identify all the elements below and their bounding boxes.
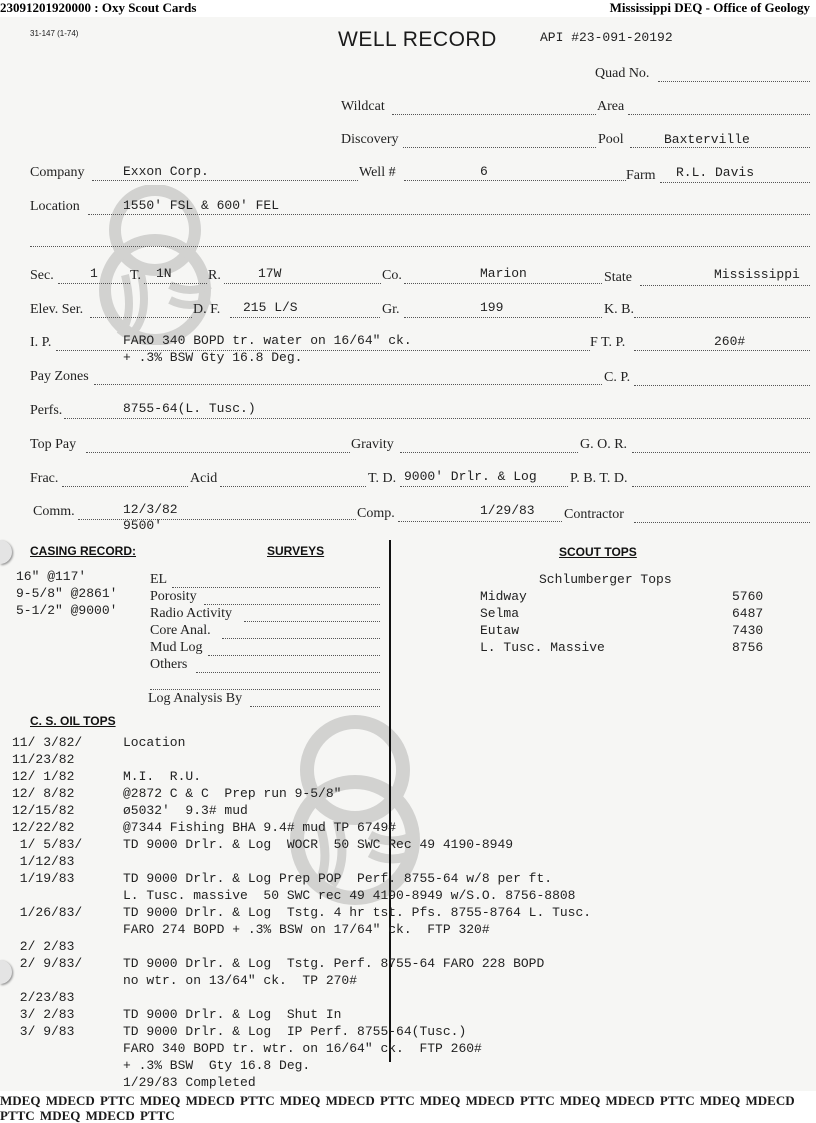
log-text: M.I. R.U. [123,769,202,784]
log-date: 11/ 3/82/ [12,735,83,750]
value-location: 1550' FSL & 600' FEL [123,198,280,213]
label-state: State [604,270,632,285]
log-date: 12/22/82 [12,820,75,835]
label-pool: Pool [598,132,624,147]
footer-banner: MDEQ MDECD PTTC MDEQ MDECD PTTC MDEQ MDECD PTTC MDEQ MDECD PTTC MDEQ MDECD PTTC MDEQ MDECD PTTC MDEQ MDECD PTTC [0,1093,795,1123]
label-company: Company [30,165,85,180]
label-location: Location [30,199,80,214]
log-date: 11/23/82 [12,752,75,767]
label-quad: Quad No. [595,66,650,81]
log-date: 2/23/83 [12,990,75,1005]
log-date: 2/ 2/83 [12,939,75,954]
scout-top-formation: L. Tusc. Massive [480,640,605,655]
label-well: Well # [359,165,396,180]
label-acid: Acid [190,471,218,486]
document-id-header: 23091201920000 : Oxy Scout Cards [0,0,197,15]
label-farm: Farm [626,168,656,183]
log-entry [12,989,591,1006]
log-text: FARO 274 BOPD + .3% BSW on 17/64" ck. FTP 320# [123,922,490,937]
value-pool: Baxterville [664,132,750,147]
log-entry [12,904,591,921]
log-entry [12,734,591,751]
log-date: 2/ 9/83/ [12,956,83,971]
survey-core-anal: Core Anal. [150,623,211,638]
value-comp: 1/29/83 [480,503,535,518]
log-entry [12,1040,591,1057]
log-text: @2872 C & C Prep run 9-5/8" [123,786,342,801]
log-text: L. Tusc. massive 50 SWC rec 49 4190-8949 w/S.O. 8756-8808 [123,888,576,903]
survey-porosity: Porosity [150,589,197,604]
log-text: TD 9000 Drlr. & Log IP Perf. 8755-64(Tusc.) [123,1024,467,1039]
log-entry [12,955,591,972]
log-date: 12/ 1/82 [12,769,75,784]
scout-top-formation: Eutaw [480,623,520,638]
log-text: Location [123,735,186,750]
log-date: 1/12/83 [12,854,75,869]
value-r: 17W [258,266,282,281]
label-gor: G. O. R. [580,437,628,452]
value-gr: 199 [480,300,504,315]
label-df: D. F. [193,302,221,317]
survey-el: EL [150,572,168,587]
scout-top-depth: 5760 [732,589,764,604]
agency-header: Mississippi DEQ - Office of Geology [609,0,810,15]
label-frac: Frac. [30,471,59,486]
scout-tops-heading: SCOUT TOPS [559,545,637,559]
log-entry [12,938,591,955]
log-text: TD 9000 Drlr. & Log Tstg. 4 hr tst. Pfs. 8755-8764 L. Tusc. [123,905,592,920]
label-td: T. D. [368,471,397,486]
log-entry [12,836,591,853]
log-date: 12/15/82 [12,803,75,818]
oil-tops-log [12,734,591,1091]
log-entry [12,870,591,887]
log-entry [12,1023,591,1040]
survey-mud-log: Mud Log [150,640,203,655]
survey-others: Others [150,657,188,672]
value-sec: 1 [90,266,98,281]
log-text: TD 9000 Drlr. & Log Prep POP Perf. 8755-64 w/8 per ft. [123,871,553,886]
value-comm: 12/3/82 [123,502,178,517]
log-entry [12,887,591,904]
value-state: Mississippi [714,267,800,282]
label-gr: Gr. [382,302,400,317]
log-entry [12,972,591,989]
form-number: 31-147 (1-74) [30,29,79,38]
label-pay-zones: Pay Zones [30,369,89,384]
survey-radio-activity: Radio Activity [150,606,233,621]
label-area: Area [597,99,625,114]
value-co: Marion [480,266,527,281]
log-text: no wtr. on 13/64" ck. TP 270# [123,973,358,988]
label-top-pay: Top Pay [30,437,77,452]
value-td: 9000' Drlr. & Log [404,469,537,484]
log-entry [12,751,591,768]
casing-item: 16" @117' [16,569,87,584]
label-pbtd: P. B. T. D. [570,471,628,486]
label-wildcat: Wildcat [341,99,385,114]
casing-item: 5-1/2" @9000' [16,603,118,618]
scout-top-depth: 8756 [732,640,764,655]
log-date: 3/ 9/83 [12,1024,75,1039]
scout-top-formation: Selma [480,606,520,621]
log-entry [12,802,591,819]
log-text: TD 9000 Drlr. & Log WOCR 50 SWC Rec 49 4190-8949 [123,837,514,852]
log-entry [12,853,591,870]
value-ip: FARO 340 BOPD tr. water on 16/64" ck. [123,333,412,348]
scout-top-depth: 7430 [732,623,764,638]
log-entry [12,1057,591,1074]
label-gravity: Gravity [351,437,394,452]
log-analysis-by-label: Log Analysis By [148,691,243,706]
page-title: WELL RECORD [338,28,497,51]
log-entry [12,785,591,802]
log-text: 1/29/83 Completed [123,1075,256,1090]
value-well: 6 [480,164,488,179]
log-text: TD 9000 Drlr. & Log Tstg. Perf. 8755-64 FARO 228 BOPD [123,956,545,971]
label-cp: C. P. [604,370,631,385]
value-ftp: 260# [714,334,746,349]
log-text: @7344 Fishing BHA 9.4# mud TP 6749# [123,820,397,835]
label-co: Co. [382,268,402,283]
label-sec: Sec. [30,268,54,283]
scout-tops-subtitle: Schlumberger Tops [539,572,672,587]
log-entry [12,819,591,836]
label-kb: K. B. [604,302,634,317]
value-t: 1N [156,266,172,281]
log-date: 3/ 2/83 [12,1007,75,1022]
value-farm: R.L. Davis [676,165,755,180]
log-entry [12,921,591,938]
label-comm: Comm. [33,504,75,519]
scout-top-depth: 6487 [732,606,764,621]
log-entry [12,768,591,785]
label-perfs: Perfs. [30,403,63,418]
casing-item: 9-5/8" @2861' [16,586,118,601]
label-t: T. [130,268,142,283]
value-perfs: 8755-64(L. Tusc.) [123,401,256,416]
log-text: ø5032' 9.3# mud [123,803,248,818]
log-entry [12,1074,591,1091]
log-date: 1/ 5/83/ [12,837,83,852]
value-company: Exxon Corp. [123,164,209,179]
log-date: 12/ 8/82 [12,786,75,801]
log-text: FARO 340 BOPD tr. wtr. on 16/64" ck. FTP 260# [123,1041,482,1056]
log-text: TD 9000 Drlr. & Log Shut In [123,1007,342,1022]
value-ip-line2: + .3% BSW Gty 16.8 Deg. [123,350,303,365]
label-discovery: Discovery [341,132,399,147]
cs-oil-tops-heading: C. S. OIL TOPS [30,714,116,728]
surveys-heading: SURVEYS [267,544,325,558]
label-comp: Comp. [357,506,395,521]
label-elev: Elev. Ser. [30,302,84,317]
scout-top-formation: Midway [480,589,527,604]
value-df: 215 L/S [243,300,298,315]
label-r: R. [208,268,221,283]
label-contractor: Contractor [564,507,624,522]
label-ftp: F T. P. [590,335,626,350]
log-text: + .3% BSW Gty 16.8 Deg. [123,1058,311,1073]
api-number: API #23-091-20192 [540,30,673,45]
log-entry [12,1006,591,1023]
value-comm-depth: 9500' [123,518,163,533]
log-date: 1/19/83 [12,871,75,886]
label-ip: I. P. [30,335,52,350]
log-date: 1/26/83/ [12,905,83,920]
casing-record-heading: CASING RECORD: [30,544,137,558]
